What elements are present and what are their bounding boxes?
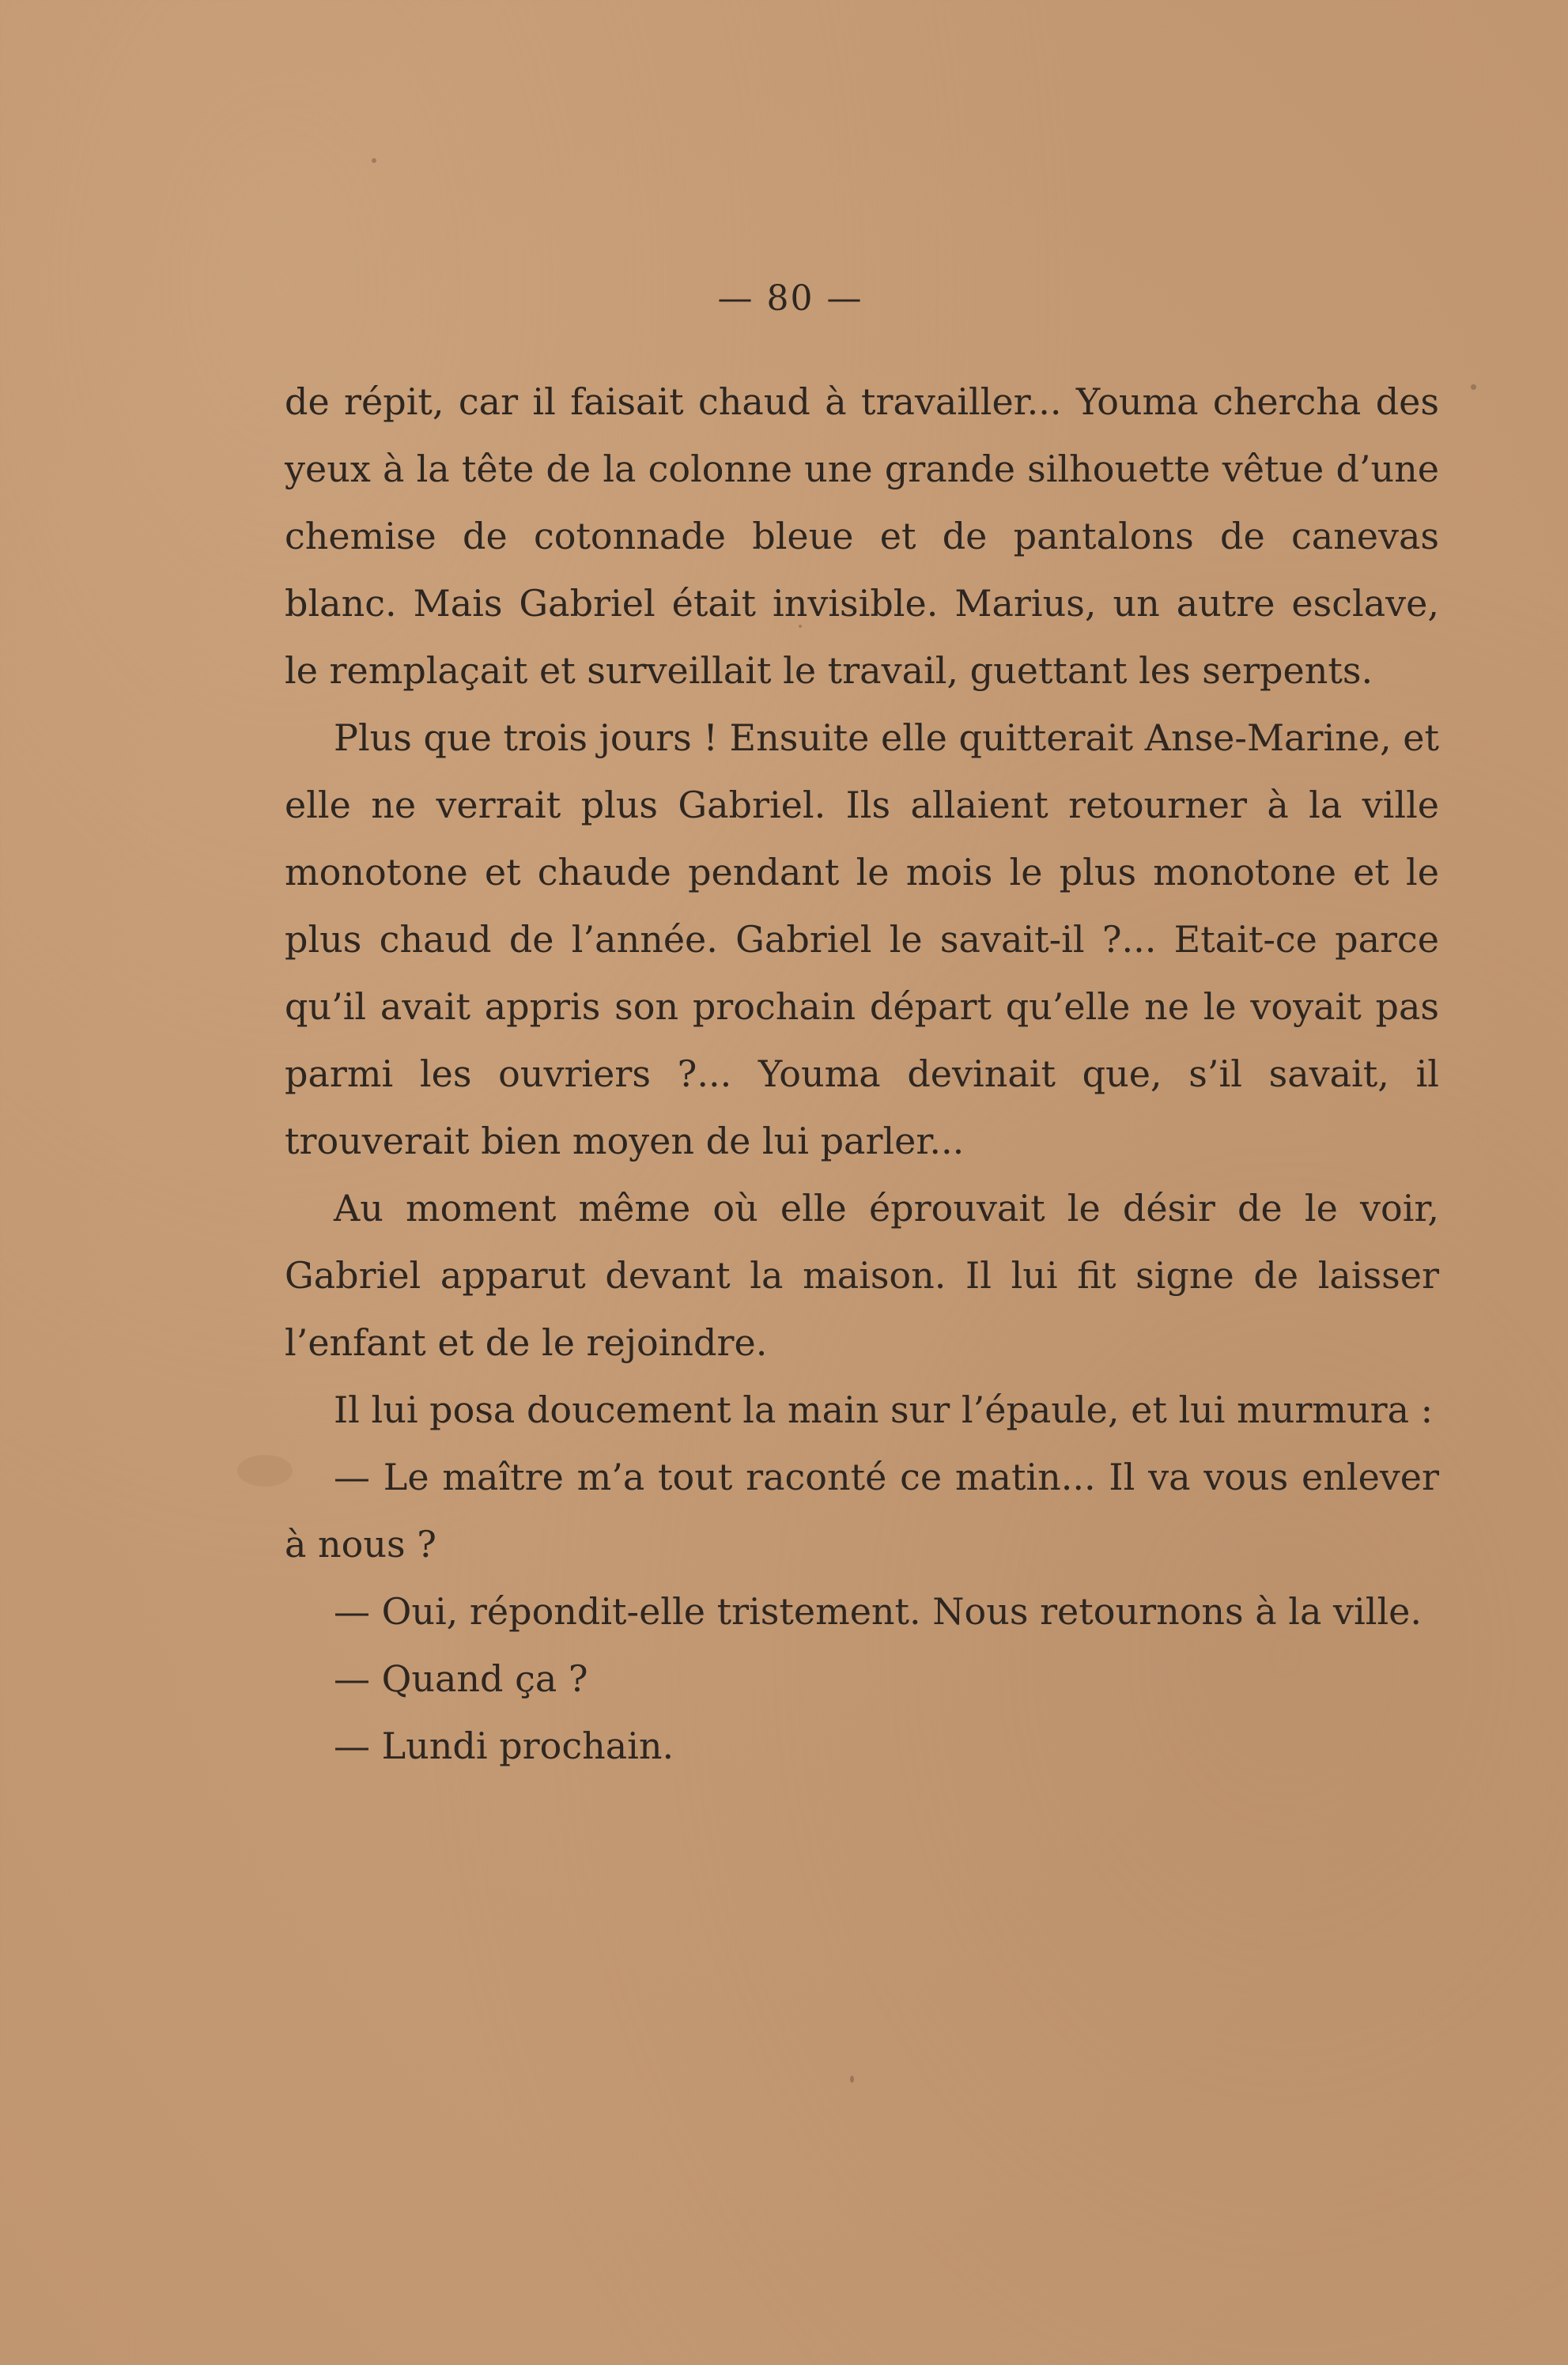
paragraph: Plus que trois jours ! Ensuite elle quitterait Anse-Marine, et elle ne verrait plus Gabriel. Ils allaient retourner à la ville monotone et chaude pendant le mois le plus monotone et le plus chaud de l’année. Gabriel le savait-il ?... Etait-ce parce qu’il avait appris son prochain départ qu’elle ne le voyait pas parmi les ouvriers ?... Youma devinait que, s’il savait, il trouverait bien moyen de lui parler... — [285, 716, 1439, 1162]
paper-speck — [1471, 384, 1476, 390]
body-text — [285, 368, 1439, 1780]
paragraph: Au moment même où elle éprouvait le désir de le voir, Gabriel apparut devant la maison. Il lui fit signe de laisser l’enfant et de le rejoindre. — [285, 1187, 1439, 1364]
paragraph: de répit, car il faisait chaud à travailler... Youma chercha des yeux à la tête de la colonne une grande silhouette vêtue d’une chemise de cotonnade bleue et de pantalons de canevas blanc. Mais Gabriel était invisible. Marius, un autre esclave, le remplaçait et surveillait le travail, guettant les serpents. — [285, 380, 1439, 692]
paragraph: Il lui posa doucement la main sur l’épaule, et lui murmura : — [334, 1388, 1434, 1431]
paper-speck — [372, 158, 376, 163]
page-number: — 80 — — [717, 278, 863, 319]
paper-speck — [799, 625, 802, 628]
dialogue-line: — Quand ça ? — [334, 1657, 588, 1700]
dialogue-line: — Oui, répondit-elle tristement. Nous retournons à la ville. — [334, 1590, 1423, 1633]
paper-speck — [237, 1455, 293, 1487]
paper-speck — [850, 2076, 854, 2083]
dialogue-line: — Lundi prochain. — [334, 1725, 674, 1767]
dialogue-line: — Le maître m’a tout raconté ce matin... Il va vous enlever à nous ? — [285, 1456, 1439, 1566]
